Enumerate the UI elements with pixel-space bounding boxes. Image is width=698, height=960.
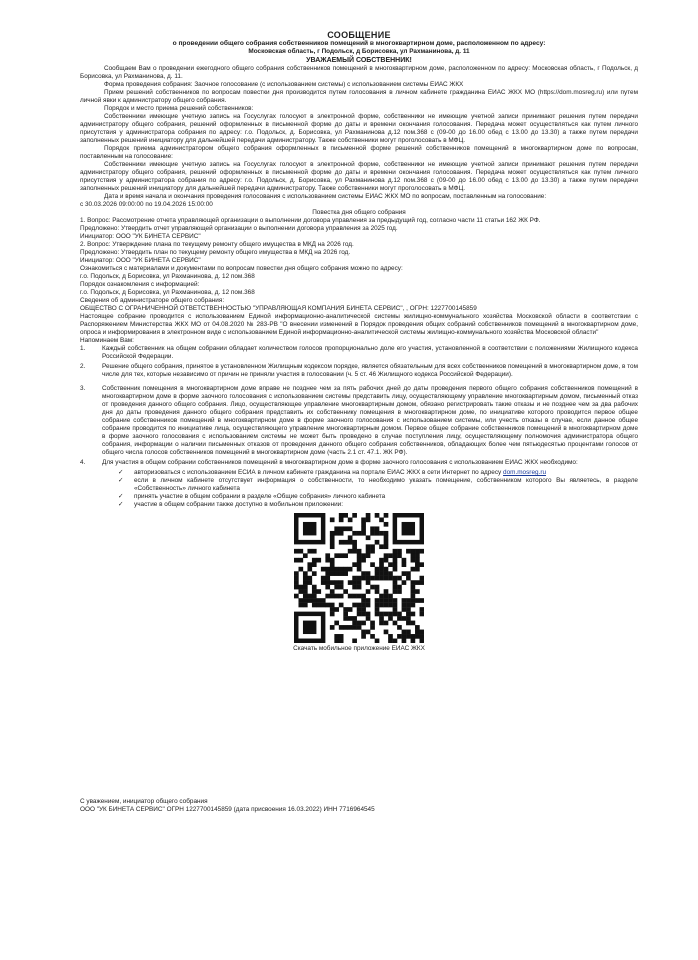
list-item — [80, 459, 638, 467]
signature-line: С уважением, инициатор общего собрания — [80, 798, 208, 805]
checkmark-icon: ✓ — [118, 501, 124, 508]
notice-title: СООБЩЕНИЕ — [327, 30, 391, 40]
list-text: Собственник помещения в многоквартирном доме вправе не позднее чем за пять рабочих дней до даты проведения первого общего собрания собственников помещений в многоквартирном доме в форме заочного голосования с использованием системы представить лицу, осуществляющему управление многоквартирным домом, письменный отказ от проведения данного общего собрания. Лицо, осуществляющее управление многоквартирным домом, обязано регистрировать такие отказы и не позднее чем за два рабочих дня до даты проведения данного общего собрания представить их собственнику помещения в многоквартирном доме, по инициативе которого проводится первое общее собрание собственников помещений в многоквартирном доме в форме заочного голосования с использованием системы, или учесть отказы в случае, если данное общее собрание проводится по инициативе лица, осуществляющего управление многоквартирным домом. Первое общее собрание собственников помещений в многоквартирном доме в форме заочного голосования с использованием системы не может быть проведено в случае поступления лицу, осуществляющему полномочия администратора общего собрания, информации о наличии письменных отказов от проведения данного общего собрания собственников, обладающих более чем пятьюдесятью процентами голосов от общего числа голосов собственников помещений в многоквартирном доме (часть 2.1 ст. 47.1. ЖК РФ). — [102, 385, 638, 456]
agenda-line: ОБЩЕСТВО С ОГРАНИЧЕННОЙ ОТВЕТСТВЕННОСТЬЮ "УПРАВЛЯЮЩАЯ КОМПАНИЯ БИНЕТА СЕРВИС", , ОГРН: 1227700145859 — [80, 305, 477, 312]
intro-paragraph: Прием решений собственников по вопросам повестки дня производится путем голосования в личном кабинете гражданина ЕИАС ЖКХ МО (https://dom.mosreg.ru) или путем личной явки к администратору общего собрания. — [80, 89, 638, 104]
qr-code[interactable] — [294, 513, 424, 643]
intro-paragraph: Форма проведения собрания: Заочное голосование (с использованием системы) с использованием системы ЕИАС ЖКХ — [104, 81, 464, 88]
portal-link[interactable]: dom.mosreg.ru — [503, 469, 547, 476]
list-number: 4. — [80, 459, 86, 466]
steps-list — [80, 469, 638, 509]
list-text: Каждый собственник на общем собрании обладает количеством голосов пропорционально доле его участия, установленной в соответствии с положениями Жилищного кодекса Российской Федерации. — [102, 345, 638, 360]
checkmark-icon: ✓ — [118, 493, 124, 500]
qr-code-icon — [294, 513, 424, 643]
intro-paragraph: Порядок и место приема решений собственников: — [104, 105, 254, 112]
list-number: 3. — [80, 385, 86, 392]
list-number: 1. — [80, 345, 86, 352]
agenda-line: г.о. Подольск, д Борисовка, ул Рахманинова, д. 12 пом.368 — [80, 273, 255, 280]
list-item — [80, 493, 638, 501]
signature-line: ООО "УК БИНЕТА СЕРВИС" ОГРН 1227700145859 (дата присвоения 16.03.2022) ИНН 7716964545 — [80, 806, 375, 814]
building-address: Московская область, г Подольск, д Борисовка, ул Рахманинова, д. 11 — [248, 48, 470, 55]
list-number: 2. — [80, 363, 86, 370]
checkmark-icon: ✓ — [118, 469, 124, 476]
signature-block — [80, 798, 375, 814]
list-text: Для участия в общем собрании собственников помещений в многоквартирном доме в форме заочного голосования с использованием ЕИАС ЖКХ необходимо: — [102, 459, 578, 466]
list-text: Решение общего собрания, принятое в установленном Жилищным кодексом порядке, является обязательным для всех собственников помещений в многоквартирном доме, в том числе для тех, которые независимо от причин не приняли участия в голосовании (ч. 5 ст. 46 Жилищного кодекса Российской Федерации). — [102, 363, 638, 378]
list-item — [80, 477, 638, 493]
intro-paragraph: Сообщаем Вам о проведении ежегодного общего собрания собственников помещений в многоквартирном доме, расположенном по адресу: Московская область, г Подольск, д Борисовка, ул Рахманинова, д. 11. — [80, 65, 638, 80]
step-text: принять участие в общем собрании в разделе «Общие собрания» личного кабинета — [134, 493, 386, 500]
agenda-line: Напоминаем Вам: — [80, 337, 134, 344]
reminders-list — [80, 345, 638, 467]
agenda-line: Предложено: Утвердить план по текущему ремонту общего имущества в МКД на 2026 год. — [80, 249, 351, 256]
greeting: УВАЖАЕМЫЙ СОБСТВЕННИК! — [306, 57, 412, 64]
step-text: участие в общем собрании также доступно в мобильном приложении: — [134, 501, 344, 508]
agenda-line: Инициатор: ООО "УК БИНЕТА СЕРВИС" — [80, 233, 201, 240]
notice-subtitle: о проведении общего собрания собственников помещений в многоквартирном доме, расположенном по адресу: — [172, 40, 546, 47]
list-item — [80, 363, 638, 379]
intro-paragraph: Порядок приема администратором общего собрания оформленных в письменной форме решений собственников помещений в многоквартирном доме по вопросам, поставленным на голосование: — [80, 145, 638, 160]
agenda-line: 2. Вопрос: Утверждение плана по текущему ремонту общего имущества в МКД на 2026 год. — [80, 241, 354, 248]
list-item — [80, 501, 638, 509]
list-item — [80, 345, 638, 361]
intro-paragraph: Дата и время начала и окончания проведения голосования с использованием системы ЕИАС ЖКХ МО по вопросам, поставленным на голосование: — [104, 193, 547, 200]
notice-body — [80, 30, 638, 653]
intro-paragraph: Собственники имеющие учетную запись на Госуслугах голосуют в электронной форме, собственники не имеющие учетной записи принимают решения путем передачи администратору общего собрания, решений оформленных в письменной форме до даты и времени окончания голосования. Передача может осуществляться как путем личного присутствия у администратора собрания по адресу: г.о. Подольск, д. Борисовка, ул Рахманинова д.12 пом.368 с (09-00 до 16.00 обед с 13.00 до 13.30) а также путем передачи заполненных решений инициатору для дальнейшей передачи администратору. Также собственники могут проголосовать в МФЦ. — [80, 161, 638, 192]
step-text: авторизоваться с использованием ЕСИА в личном кабинете гражданина на портале ЕИАС ЖКХ в сети Интернет по адресу — [134, 469, 502, 476]
agenda-line: Предложено: Утвердить отчет управляющей организации о выполнении договора управления за 2025 год. — [80, 225, 398, 232]
intro-paragraph: Собственники имеющие учетную запись на Госуслугах голосуют в электронной форме, собственники не имеющие учетной записи принимают решения путем передачи администратору общего собрания, решений оформленных в письменной форме до даты и времени окончания голосования. Передача может осуществляться как путем личного присутствия у администратора собрания по адресу: г.о. Подольск, д. Борисовка, ул Рахманинова д.12 пом.368 с (09-00 до 16.00 обед с 13.00 до 13.30) а также путем передачи заполненных решений инициатору для дальнейшей передачи администратору. Также собственники могут проголосовать в МФЦ. — [80, 113, 638, 144]
agenda-line: Настоящее собрание проводится с использованием Единой информационно-аналитической системы жилищно-коммунального хозяйства Московской области в соответствии с Распоряжением Министерства ЖКХ МО от 04.08.2020 № 283-РВ "О внесении изменений в Порядок проведения общих собраний собственников помещений в многоквартирном доме, опроса и информирования в электронном виде с использованием Единой информационно-аналитической системы жилищно-коммунального хозяйства Московской области" — [80, 313, 638, 336]
step-text: если в личном кабинете отсутствует информация о собственности, то необходимо указать помещение, собственником которого Вы являетесь, в разделе «Собственность» личного кабинета — [134, 477, 638, 492]
list-item — [80, 385, 638, 457]
agenda-line: 1. Вопрос: Рассмотрение отчета управляющей организации о выполнении договора управления за предыдущий год, согласно части 11 статьи 162 ЖК РФ. — [80, 217, 541, 224]
agenda-line: Сведения об администраторе общего собрания: — [80, 297, 225, 304]
agenda-line: Порядок ознакомления с информацией: — [80, 281, 200, 288]
agenda-heading: Повестка дня общего собрания — [312, 209, 406, 216]
qr-caption: Скачать мобильное приложение ЕИАС ЖКХ — [293, 645, 425, 652]
agenda-line: г.о. Подольск, д Борисовка, ул Рахманинова, д. 12 пом.368 — [80, 289, 255, 296]
list-item — [80, 469, 638, 477]
voting-period: с 30.03.2026 09:00:00 по 19.04.2026 15:00:00 — [80, 201, 213, 208]
checkmark-icon: ✓ — [118, 477, 124, 484]
agenda-line: Ознакомиться с материалами и документами по вопросам повестки дня общего собрания можно по адресу: — [80, 265, 403, 272]
agenda-line: Инициатор: ООО "УК БИНЕТА СЕРВИС" — [80, 257, 201, 264]
